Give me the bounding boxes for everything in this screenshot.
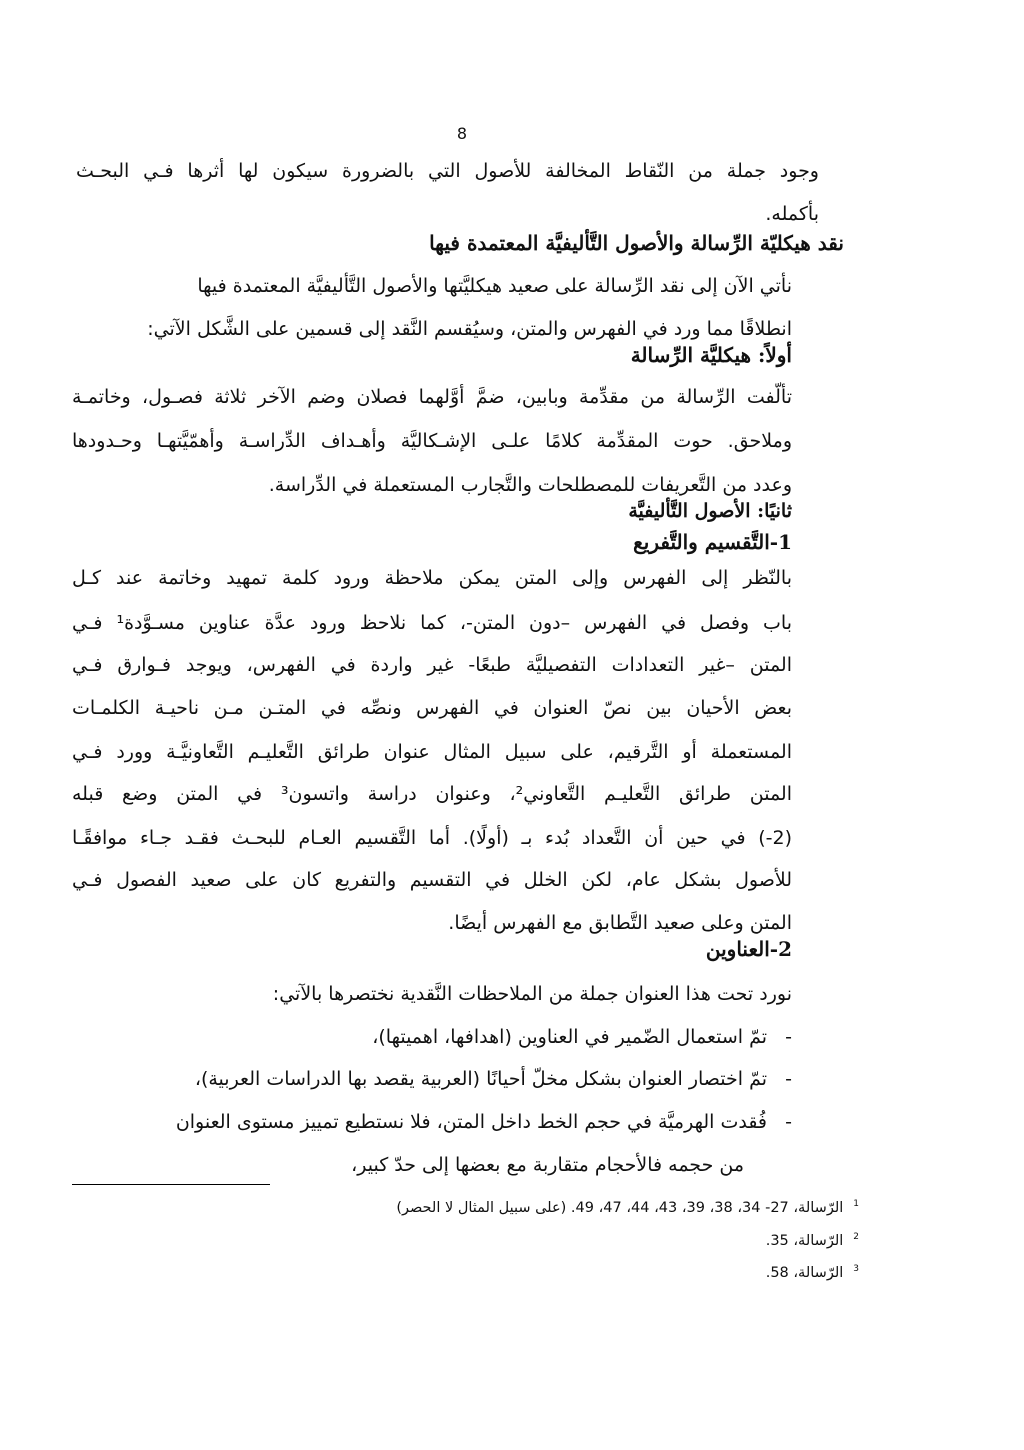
bullet-text: تمّ اختصار العنوان بشكل مخلّ أحيانًا (العربية يقصد بها الدراسات العربية)، <box>194 1068 768 1090</box>
section-intro-line-1: نأتي الآن إلى نقد الرِّسالة على صعيد هيكليَّتها والأصول التَّأليفيَّة المعتمدة فيها <box>197 275 792 297</box>
sub1-line-9: المتن وعلى صعيد التَّطابق مع الفهرس أيضًا. <box>448 912 792 934</box>
intro-line-1: وجود جملة من النّقاط المخالفة للأصول التي بالضرورة سيكون لها أثرها فـي البحـث <box>76 160 819 182</box>
footnote-text: الرّسالة، 58. <box>765 1264 844 1281</box>
intro-line-2: بأكمله. <box>765 203 819 225</box>
part1-line-3: وعدد من التَّعريفات للمصطلحات والتَّجارب المستعملة في الدِّراسة. <box>268 474 792 496</box>
footnote-mark: 1 <box>853 1199 859 1209</box>
part1-line-2: وملاحق. حوت المقدِّمة كلامًا علـى الإشـكاليَّة وأهـداف الدِّراسـة وأهمّيَّتهـا وحـدودها <box>72 430 792 452</box>
sub1-line-2: باب وفصل في الفهرس –دون المتن-، كما نلاحظ ورود عدَّة عناوين مسـوَّدة¹ فـي <box>72 612 792 634</box>
part1-line-1: تألّفت الرِّسالة من مقدِّمة وبابين، ضمَّ أوَّلهما فصلان وضم الآخر ثلاثة فصـول، وخاتمـة <box>72 386 792 408</box>
footnote <box>766 1264 859 1281</box>
footnote-text: الرّسالة، 27- 34، 38، 39، 43، 44، 47، 49. (على سبيل المثال لا الحصر) <box>396 1199 844 1216</box>
sub1-line-6: المتن طرائق التَّعليـم التَّعاوني²، وعنوان دراسة واتسون³ في المتن وضع قبله <box>72 783 792 805</box>
footnote-text: الرّسالة، 35. <box>765 1232 844 1249</box>
footnote <box>396 1199 859 1216</box>
sub2-heading: 2-العناوين <box>705 937 792 961</box>
bullet-text: فُقدت الهرميَّة في حجم الخط داخل المتن، فلا نستطيع تمييز مستوى العنوان <box>175 1111 768 1133</box>
sub1-line-8: للأصول بشكل عام، لكن الخلل في التقسيم والتفريع كان على صعيد الفصول فـي <box>72 869 792 891</box>
part1-heading: أولاً: هيكليَّة الرِّسالة <box>630 343 792 367</box>
sub1-line-4: بعض الأحيان بين نصّ العنوان في الفهرس ونصِّه في المتـن مـن ناحيـة الكلمـات <box>72 697 792 719</box>
bullet-item <box>195 1068 792 1090</box>
footnote-separator <box>72 1184 270 1185</box>
sub2-intro: نورد تحت هذا العنوان جملة من الملاحظات النَّقدية نختصرها بالآتي: <box>272 983 792 1005</box>
sub1-line-3: المتن –غير التعدادات التفصيليَّة طبعًا- غير واردة في الفهرس، ويوجد فـوارق فـي <box>72 654 792 676</box>
bullet-item <box>176 1111 792 1133</box>
section-heading: نقد هيكليّة الرِّسالة والأصول التَّأليفيَّة المعتمدة فيها <box>429 231 844 255</box>
sub1-line-5: المستعملة أو التَّرقيم، على سبيل المثال عنوان طرائق التَّعليـم التَّعاونيَّـة وورد فـي <box>72 741 792 763</box>
footnote <box>766 1232 859 1249</box>
section-intro-line-2: انطلاقًا مما ورد في الفهرس والمتن، وسيُقسم النَّقد إلى قسمين على الشَّكل الآتي: <box>147 318 792 340</box>
bullet-dash: - <box>767 1026 792 1048</box>
part2-heading: ثانيًا: الأصول التَّأليفيَّة <box>628 500 792 522</box>
bullet-dash: - <box>767 1111 792 1133</box>
footnote-mark: 3 <box>853 1264 859 1274</box>
page-number: 8 <box>456 124 468 143</box>
footnote-mark: 2 <box>853 1232 859 1242</box>
sub1-heading: 1-التَّقسيم والتَّفريع <box>633 530 792 554</box>
sub1-line-1: بالنّظر إلى الفهرس وإلى المتن يمكن ملاحظة ورود كلمة تمهيد وخاتمة عند كـل <box>72 567 792 589</box>
bullet-continuation: من حجمه فالأحجام متقاربة مع بعضها إلى حدّ كبير، <box>351 1154 744 1176</box>
bullet-text: تمّ استعمال الضّمير في العناوين (اهدافها، اهميتها)، <box>372 1026 768 1048</box>
sub1-line-7: (2-) في حين أن التَّعداد بُدء بـ (أولًا). أما التَّقسيم العـام للبحـث فقـد جـاء موافقًـا <box>72 827 792 849</box>
bullet-dash: - <box>767 1068 792 1090</box>
bullet-item <box>372 1026 792 1048</box>
